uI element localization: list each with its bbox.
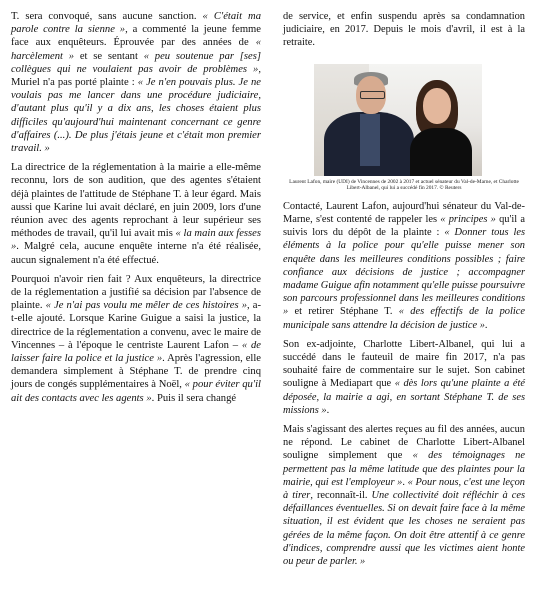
paragraph: T. sera convoqué, sans aucune sanction. « C'était ma parole contre la sienne », a commenté la jeune femme face aux enquêteurs. Éprouvée par des années de « harcèlement » et se sentant « peu soutenue par [ses] collègues qui ne voulaient pas avoir de problèmes », Muriel n'a pas porté plainte : « Je n'en pouvais plus. Je ne voulais pas me lancer dans une procédure judiciaire, d'autant plus qu'il y a dix ans, les choses étaient plus difficiles qu'aujourd'hui maintenant concernant ce genre d'affaires (...). De plus j'étais jeune et c'était mon premier travail. »: [11, 11, 261, 155]
paragraph: Pourquoi n'avoir rien fait ? Aux enquêteurs, la directrice de la réglementation a justifié sa décision par l'absence de plainte. « Je n'ai pas voulu me mêler de ces histoires », a-t-elle ajouté. Lorsque Karine Guigue a saisi la justice, la directrice de la réglementation a convenu, avec le maire de Vincennes – à l'époque le centriste Laurent Lafon – « de laisser faire la police et la justice ». Après l'agression, elle demandera simplement à Stéphane T. de prendre cinq jours de congés supplémentaires à Noël, « pour éviter qu'il ait des contacts avec les agents ». Puis il sera changé: [11, 273, 262, 404]
paragraph: La directrice de la réglementation à la mairie a elle-même reconnu, lors de son audition, que des agentes s'étaient déjà plaintes de l'attitude de Stéphane T. à leur égard. Mais aussi que Karine lui avait déclaré, en juin 2009, lors d'une réunion avec des agents reprochant à leur supérieur ses méthodes de travail, qu'il lui avait mis « la main aux fesses ». Malgré cela, aucune enquête interne n'a été réalisée, aucun signalement n'a été effectué.: [11, 162, 261, 266]
article-photo: [314, 64, 482, 176]
right-column: [283, 10, 525, 574]
paragraph: de service, et enfin suspendu après sa condamnation judiciaire, en 2017. Depuis le mois d'avril, il est à la retraite.: [283, 11, 525, 49]
paragraph: Son ex-adjointe, Charlotte Libert-Albanel, qui lui a succédé dans le fauteuil de maire fin 2017, n'a pas souhaité faire de commentaire sur le sujet. Son cabinet souligne à Mediapart que « dès lors qu'une plainte a été déposée, la mairie a agi, en sortant Stéphane T. de ses missions ».: [283, 338, 525, 416]
left-column: [11, 10, 261, 411]
paragraph: Contacté, Laurent Lafon, aujourd'hui sénateur du Val-de-Marne, s'est contenté de rappeler les « principes » qu'il a suivis lors du dépôt de la plainte : « Donner tous les éléments à la police pour qu'elle puisse mener son enquête dans les meilleures conditions possibles ; faire confiance aux décisions de justice ; accompagner madame Guigue afin notamment qu'elle puisse poursuivre son parcours professionnel dans les meilleures conditions » et retirer Stéphane T. « des effectifs de la police municipale sans attendre la décision de justice ».: [283, 200, 526, 331]
paragraph: Mais s'agissant des alertes reçues au fil des années, aucun ne répond. Le cabinet de Charlotte Libert-Albanel souligne simplement que « des témoignages ne permettent pas la même latitude que des plaintes pour la mairie, qui est l'employeur ». « Pour nous, c'est une leçon à tirer, reconnaît-il. Une collectivité doit réfléchir à ces défaillances éventuelles. Si on devait faire face à la même situation, il est évident que les choses ne seraient pas gérées de la même façon. On doit être attentif à ce genre d'indices, comprendre aussi que les victimes aient honte ou peur de parler. »: [283, 424, 525, 568]
photo-caption: Laurent Lafon, maire (UDI) de Vincennes de 2002 à 2017 et actuel sénateur du Val-de-Marne, et Charlotte Libert-Albanel, qui lui a succédé fin 2017. © Reuters: [289, 178, 519, 192]
